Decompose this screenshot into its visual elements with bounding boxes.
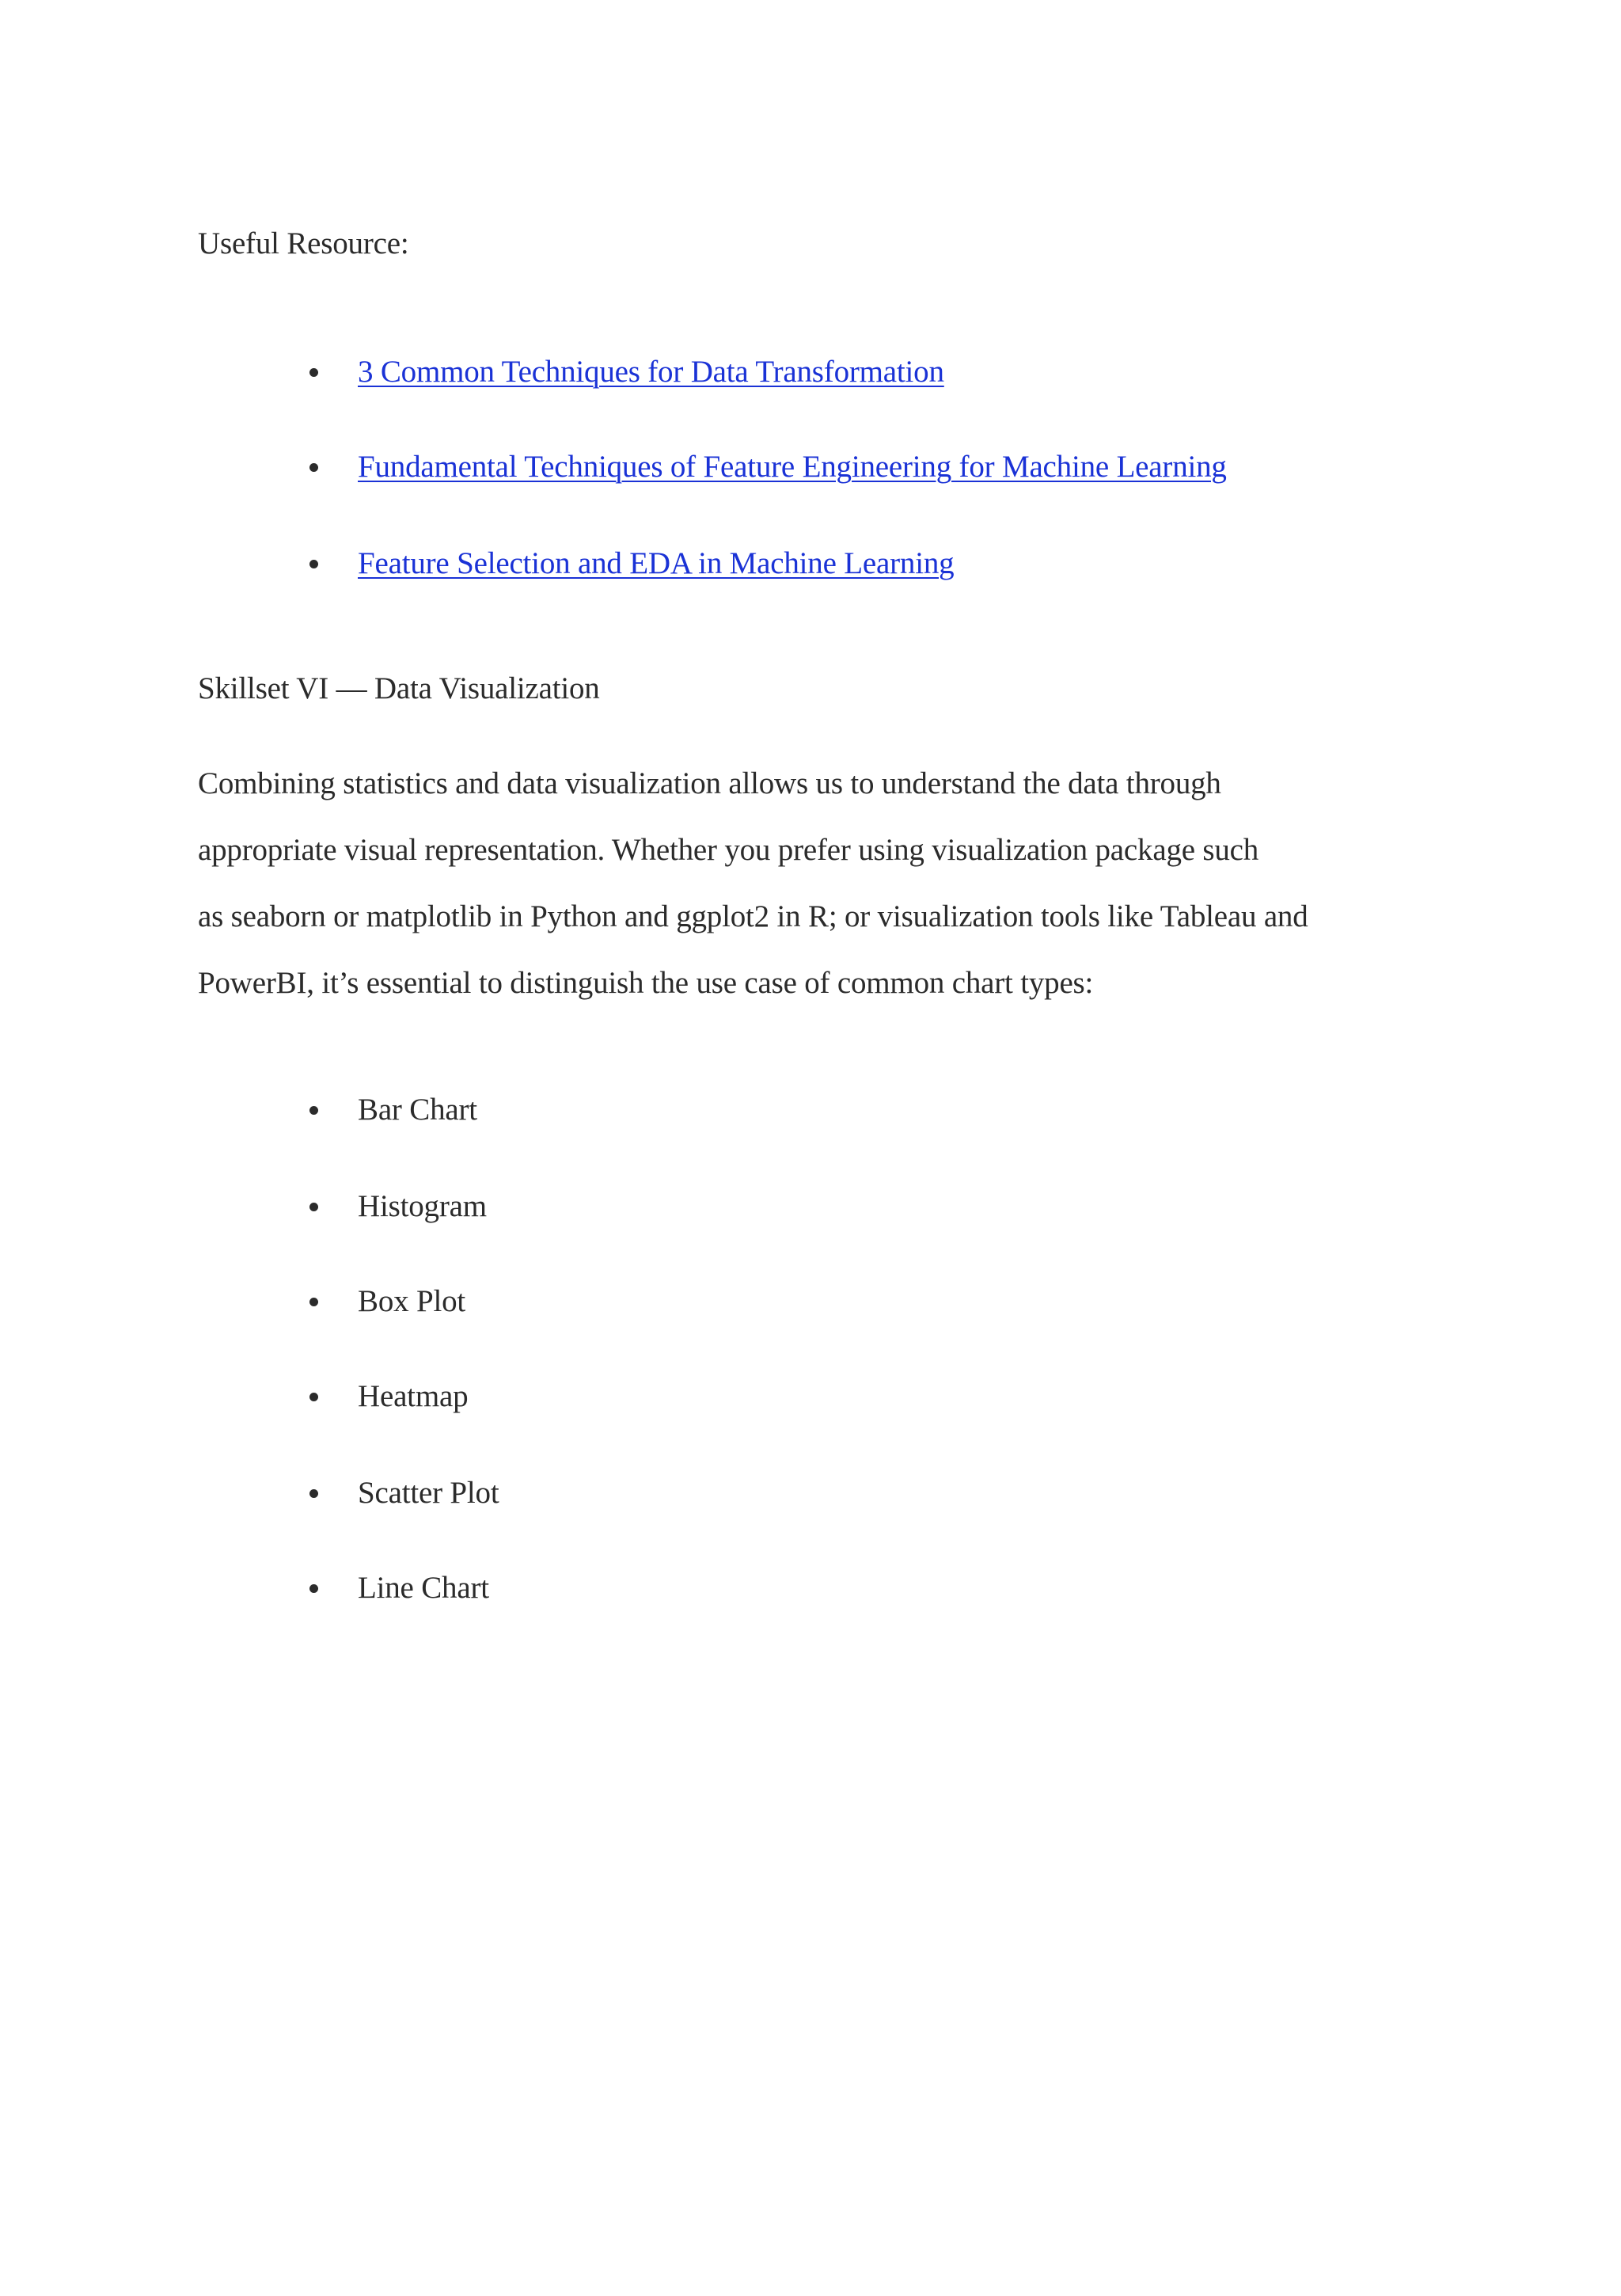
- bullet-icon: [309, 1298, 318, 1306]
- bullet-icon: [309, 463, 318, 472]
- chart-type-label: Box Plot: [358, 1284, 466, 1318]
- bullet-icon: [309, 1489, 318, 1498]
- paragraph-line: appropriate visual representation. Whether you prefer using visualization package such: [198, 833, 1259, 867]
- paragraph-line: Combining statistics and data visualization allows us to understand the data through: [198, 766, 1221, 800]
- paragraph-line: as seaborn or matplotlib in Python and ggplot2 in R; or visualization tools like Tableau and: [198, 899, 1308, 933]
- chart-type-label: Bar Chart: [358, 1093, 477, 1127]
- chart-type-label: Histogram: [358, 1189, 487, 1223]
- chart-type-label: Scatter Plot: [358, 1476, 499, 1510]
- link-feature-engineering[interactable]: Fundamental Techniques of Feature Engineering for Machine Learning: [358, 450, 1227, 484]
- bullet-icon: [309, 1393, 318, 1401]
- link-data-transformation[interactable]: 3 Common Techniques for Data Transformation: [358, 355, 944, 389]
- chart-type-label: Line Chart: [358, 1571, 489, 1605]
- paragraph-line: PowerBI, it’s essential to distinguish the use case of common chart types:: [198, 966, 1094, 1000]
- bullet-icon: [309, 1203, 318, 1211]
- link-feature-selection-eda[interactable]: Feature Selection and EDA in Machine Learning: [358, 546, 955, 580]
- chart-type-label: Heatmap: [358, 1379, 469, 1413]
- section-heading: Skillset VI — Data Visualization: [198, 671, 600, 705]
- bullet-icon: [309, 368, 318, 377]
- bullet-icon: [309, 560, 318, 568]
- useful-resource-heading: Useful Resource:: [198, 226, 409, 260]
- bullet-icon: [309, 1106, 318, 1115]
- bullet-icon: [309, 1584, 318, 1593]
